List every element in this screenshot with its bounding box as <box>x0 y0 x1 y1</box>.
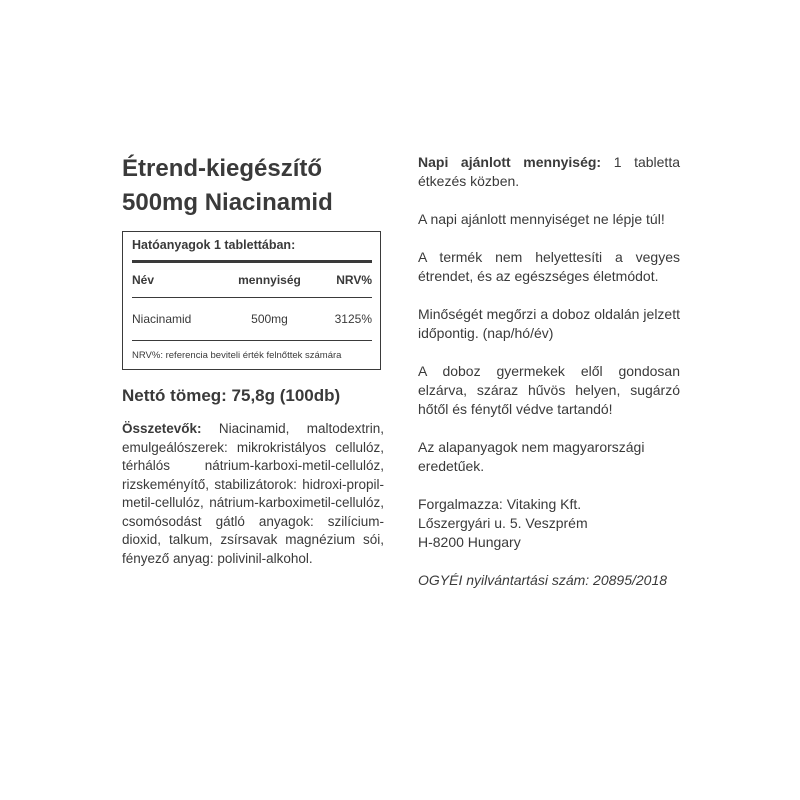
column-amount: mennyiség <box>238 273 301 287</box>
dosage <box>418 153 680 191</box>
paragraph-storage-date: Minőségét megőrzi a doboz oldalán jelzett időpontig. (nap/hó/év) <box>418 306 680 341</box>
paragraph-diet: A termék nem helyettesíti a vegyes étrendet, és az egészséges életmódot. <box>418 249 680 284</box>
title-line-2: 500mg Niacinamid <box>122 189 333 216</box>
nutrition-table <box>122 231 381 370</box>
registration-number: OGYÉI nyilvántartási szám: 20895/2018 <box>418 572 668 588</box>
net-weight: Nettó tömeg: 75,8g (100db) <box>122 386 341 405</box>
paragraph-storage: A doboz gyermekek elől gondosan elzárva, száraz hűvös helyen, sugárzó hőtől és fénytől védve tartandó! <box>418 363 680 417</box>
cell-nrv: 3125% <box>334 312 372 326</box>
ingredients-text: Niacinamid, maltodextrin, emulgeálószerek: mikrokristályos cellulóz, térhálós nátrium-karboxi-metil-cellulóz, rizskeményítő, stabilizátorok: hidroxi-propil-metil-cellulóz, nátrium-karboximetil-cellulóz, csomósodást gátló anyagok: szilícium-dioxid, talkum, zsírsavak magnézium sói, fényező anyag: polivinil-alkohol. <box>122 421 384 566</box>
dosage-label: Napi ajánlott mennyiség: <box>418 154 602 170</box>
left-column <box>122 152 384 568</box>
distributor-line-2: Lőszergyári u. 5. Veszprém <box>418 515 588 531</box>
column-name: Név <box>132 273 155 287</box>
table-row <box>132 298 372 341</box>
ingredients <box>122 420 384 568</box>
distributor <box>418 495 680 552</box>
column-nrv: NRV% <box>336 273 372 287</box>
cell-name: Niacinamid <box>132 312 192 326</box>
table-footnote: NRV%: referencia beviteli érték felnőttek számára <box>132 350 342 361</box>
title-line-1: Étrend-kiegészítő <box>122 155 323 182</box>
dosage-text: 1 tabletta étkezés közben. <box>418 154 680 189</box>
distributor-line-1: Forgalmazza: Vitaking Kft. <box>418 496 582 512</box>
paragraph-warning: A napi ajánlott mennyiséget ne lépje túl! <box>418 211 665 227</box>
table-header: Hatóanyagok 1 tablettában: <box>132 238 372 263</box>
paragraph-origin: Az alapanyagok nem magyarországi eredetűek. <box>418 439 645 474</box>
distributor-line-3: H-8200 Hungary <box>418 534 521 550</box>
table-column-headers <box>132 263 372 298</box>
right-column <box>418 153 680 609</box>
ingredients-label: Összetevők: <box>122 421 202 436</box>
cell-amount: 500mg <box>251 312 288 326</box>
